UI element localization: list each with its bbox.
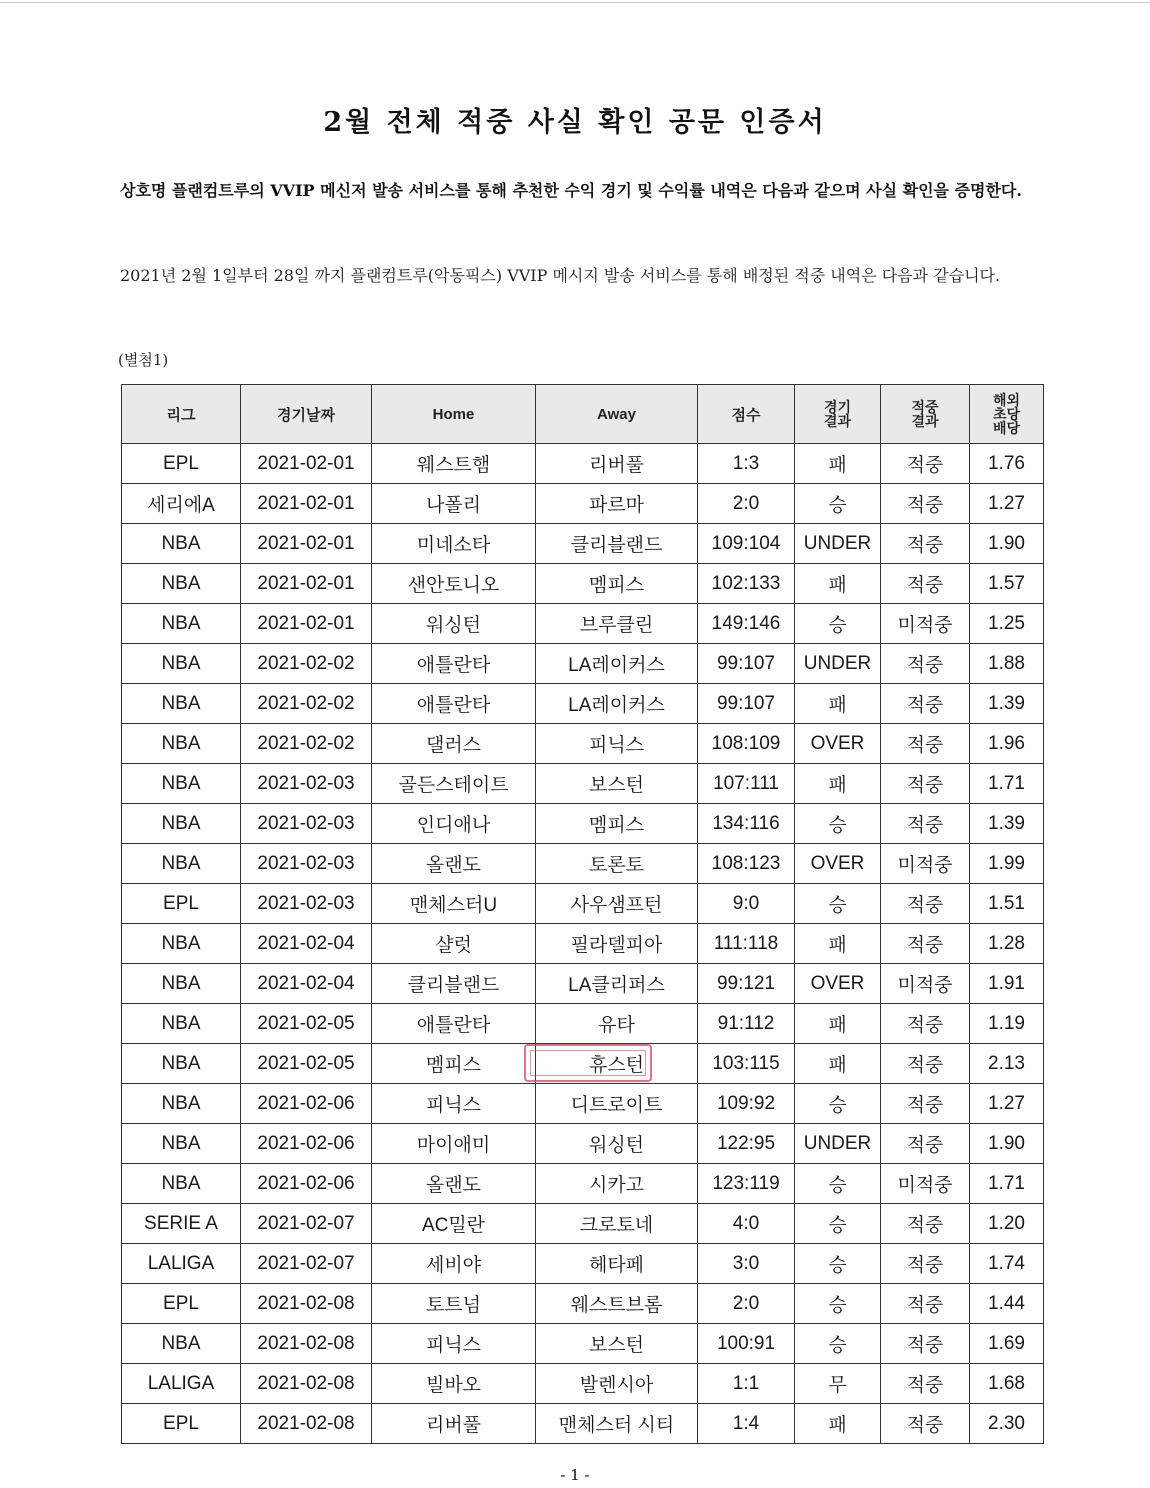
cell-away: LA레이커스 (536, 684, 698, 724)
cell-away: LA레이커스 (536, 644, 698, 684)
table-row (122, 484, 1044, 524)
cell-league: EPL (122, 444, 241, 484)
cell-odds: 1.71 (970, 764, 1044, 804)
header-odds-line3: 배당 (992, 420, 1021, 436)
table-row (122, 644, 1044, 684)
header-odds-line1: 해외 (992, 392, 1021, 408)
cell-odds: 1.44 (970, 1284, 1044, 1324)
cell-hit-result: 미적중 (881, 844, 970, 884)
cell-game-result: 승 (795, 1244, 881, 1284)
cell-hit-result: 적중 (881, 924, 970, 964)
cell-home: 애틀란타 (372, 644, 536, 684)
table-row (122, 1364, 1044, 1404)
table-row (122, 444, 1044, 484)
cell-score: 1:1 (698, 1364, 795, 1404)
cell-away: 필라델피아 (536, 924, 698, 964)
header-away: Away (536, 385, 698, 444)
cell-game-result: OVER (795, 844, 881, 884)
cell-game-result: 승 (795, 1204, 881, 1244)
cell-home: 인디애나 (372, 804, 536, 844)
table-row (122, 1164, 1044, 1204)
cell-league: NBA (122, 1044, 241, 1084)
seal-stamp-inner-border (530, 1050, 646, 1076)
cell-home: 올랜도 (372, 1164, 536, 1204)
cell-game-result: 패 (795, 684, 881, 724)
cell-score: 9:0 (698, 884, 795, 924)
cell-date: 2021-02-04 (241, 924, 372, 964)
cell-game-result: 패 (795, 444, 881, 484)
cell-odds: 1.39 (970, 804, 1044, 844)
cell-game-result: 패 (795, 564, 881, 604)
page-title: 2월 전체 적중 사실 확인 공문 인증서 (323, 107, 827, 138)
cell-date: 2021-02-08 (241, 1324, 372, 1364)
cell-score: 107:111 (698, 764, 795, 804)
cell-score: 103:115 (698, 1044, 795, 1084)
cell-hit-result: 적중 (881, 1084, 970, 1124)
cell-odds: 1.19 (970, 1004, 1044, 1044)
cell-away: 토론토 (536, 844, 698, 884)
cell-game-result: 패 (795, 1044, 881, 1084)
cell-game-result: UNDER (795, 644, 881, 684)
cell-league: EPL (122, 884, 241, 924)
table-row (122, 1084, 1044, 1124)
cell-home: 애틀란타 (372, 684, 536, 724)
cell-away: 워싱턴 (536, 1124, 698, 1164)
cell-hit-result: 적중 (881, 1004, 970, 1044)
header-game-result (795, 385, 881, 444)
cell-away: 보스턴 (536, 764, 698, 804)
table-body (122, 444, 1044, 1444)
table-row (122, 924, 1044, 964)
cell-hit-result: 적중 (881, 1324, 970, 1364)
cell-home: 골든스테이트 (372, 764, 536, 804)
cell-score: 108:109 (698, 724, 795, 764)
header-date: 경기날짜 (241, 385, 372, 444)
cell-hit-result: 적중 (881, 1044, 970, 1084)
cell-score: 3:0 (698, 1244, 795, 1284)
cell-date: 2021-02-06 (241, 1124, 372, 1164)
header-odds (970, 385, 1044, 444)
cell-away: 리버풀 (536, 444, 698, 484)
cell-odds: 1.27 (970, 1084, 1044, 1124)
table-row (122, 1004, 1044, 1044)
cell-game-result: 승 (795, 604, 881, 644)
cell-hit-result: 적중 (881, 1244, 970, 1284)
header-home: Home (372, 385, 536, 444)
cell-score: 149:146 (698, 604, 795, 644)
cell-odds: 1.25 (970, 604, 1044, 644)
table-row (122, 1284, 1044, 1324)
cell-odds: 1.69 (970, 1324, 1044, 1364)
cell-home: 마이애미 (372, 1124, 536, 1164)
cell-home: 나폴리 (372, 484, 536, 524)
top-edge-line (0, 2, 1150, 3)
cell-home: 리버풀 (372, 1404, 536, 1444)
header-game-result-line1: 경기 (823, 399, 852, 415)
cell-game-result: 패 (795, 1004, 881, 1044)
cell-hit-result: 적중 (881, 724, 970, 764)
cell-league: NBA (122, 564, 241, 604)
cell-score: 134:116 (698, 804, 795, 844)
cell-home: 피닉스 (372, 1324, 536, 1364)
cell-odds: 1.68 (970, 1364, 1044, 1404)
cell-game-result: 승 (795, 884, 881, 924)
table-row (122, 604, 1044, 644)
cell-odds: 1.76 (970, 444, 1044, 484)
cell-home: 댈러스 (372, 724, 536, 764)
cell-game-result: 승 (795, 1084, 881, 1124)
cell-away: 보스턴 (536, 1324, 698, 1364)
cell-date: 2021-02-05 (241, 1004, 372, 1044)
table-row (122, 844, 1044, 884)
header-game-result-line2: 결과 (823, 413, 852, 429)
cell-score: 111:118 (698, 924, 795, 964)
cell-date: 2021-02-03 (241, 804, 372, 844)
cell-league: NBA (122, 844, 241, 884)
cell-odds: 1.71 (970, 1164, 1044, 1204)
cell-date: 2021-02-07 (241, 1244, 372, 1284)
cell-hit-result: 미적중 (881, 964, 970, 1004)
attachment-label: (별첨1) (118, 351, 169, 369)
cell-home: 피닉스 (372, 1084, 536, 1124)
table-row (122, 1204, 1044, 1244)
cell-league: NBA (122, 1004, 241, 1044)
cell-league: 세리에A (122, 484, 241, 524)
cell-score: 109:92 (698, 1084, 795, 1124)
cell-league: NBA (122, 924, 241, 964)
cell-league: NBA (122, 1124, 241, 1164)
cell-home: 올랜도 (372, 844, 536, 884)
table-row (122, 684, 1044, 724)
cell-league: EPL (122, 1284, 241, 1324)
table-row (122, 564, 1044, 604)
cell-home: 웨스트햄 (372, 444, 536, 484)
cell-date: 2021-02-01 (241, 524, 372, 564)
cell-score: 4:0 (698, 1204, 795, 1244)
cell-score: 1:4 (698, 1404, 795, 1444)
cell-date: 2021-02-02 (241, 724, 372, 764)
cell-odds: 1.74 (970, 1244, 1044, 1284)
cell-date: 2021-02-04 (241, 964, 372, 1004)
table-row (122, 1404, 1044, 1444)
cell-league: NBA (122, 804, 241, 844)
cell-score: 99:107 (698, 684, 795, 724)
cell-score: 123:119 (698, 1164, 795, 1204)
cell-hit-result: 적중 (881, 564, 970, 604)
table-row (122, 964, 1044, 1004)
cell-league: NBA (122, 1164, 241, 1204)
cell-date: 2021-02-03 (241, 844, 372, 884)
cell-hit-result: 적중 (881, 1404, 970, 1444)
cell-away: 웨스트브롬 (536, 1284, 698, 1324)
cell-away: 시카고 (536, 1164, 698, 1204)
cell-date: 2021-02-01 (241, 564, 372, 604)
cell-hit-result: 적중 (881, 1364, 970, 1404)
cell-odds: 1.99 (970, 844, 1044, 884)
cell-date: 2021-02-08 (241, 1364, 372, 1404)
cell-hit-result: 적중 (881, 764, 970, 804)
table-row (122, 804, 1044, 844)
cell-away: 크로토네 (536, 1204, 698, 1244)
cell-game-result: 승 (795, 1284, 881, 1324)
cell-date: 2021-02-01 (241, 444, 372, 484)
cell-away: 발렌시아 (536, 1364, 698, 1404)
cell-date: 2021-02-02 (241, 684, 372, 724)
cell-home: 애틀란타 (372, 1004, 536, 1044)
cell-date: 2021-02-01 (241, 484, 372, 524)
cell-odds: 2.30 (970, 1404, 1044, 1444)
cell-score: 2:0 (698, 1284, 795, 1324)
cell-home: 멤피스 (372, 1044, 536, 1084)
header-hit-result-line2: 결과 (911, 413, 939, 429)
cell-hit-result: 미적중 (881, 604, 970, 644)
cell-league: NBA (122, 644, 241, 684)
cell-odds: 1.91 (970, 964, 1044, 1004)
cell-game-result: UNDER (795, 1124, 881, 1164)
table-row (122, 1124, 1044, 1164)
cell-score: 122:95 (698, 1124, 795, 1164)
intro-paragraph: 상호명 플랜컴트루의 VVIP 메신저 발송 서비스를 통해 추천한 수익 경기 및 수익률 내역은 다음과 같으며 사실 확인을 증명한다. (120, 181, 1022, 200)
table-row (122, 1244, 1044, 1284)
cell-odds: 2.13 (970, 1044, 1044, 1084)
cell-league: NBA (122, 1324, 241, 1364)
header-hit-result-line1: 적중 (911, 399, 939, 415)
table-row (122, 724, 1044, 764)
cell-league: EPL (122, 1404, 241, 1444)
cell-home: 세비야 (372, 1244, 536, 1284)
cell-home: 워싱턴 (372, 604, 536, 644)
cell-away: 맨체스터 시티 (536, 1404, 698, 1444)
cell-game-result: 무 (795, 1364, 881, 1404)
cell-game-result: 패 (795, 764, 881, 804)
cell-away: 멤피스 (536, 564, 698, 604)
seal-stamp (524, 1044, 652, 1082)
cell-game-result: 패 (795, 924, 881, 964)
cell-score: 109:104 (698, 524, 795, 564)
cell-hit-result: 적중 (881, 524, 970, 564)
cell-league: NBA (122, 684, 241, 724)
cell-home: 빌바오 (372, 1364, 536, 1404)
cell-away: 사우샘프턴 (536, 884, 698, 924)
cell-date: 2021-02-03 (241, 884, 372, 924)
cell-league: NBA (122, 964, 241, 1004)
cell-game-result: 승 (795, 1164, 881, 1204)
header-league: 리그 (122, 385, 241, 444)
cell-away: LA클리퍼스 (536, 964, 698, 1004)
table-row (122, 764, 1044, 804)
table-header-row (122, 385, 1044, 444)
cell-game-result: 패 (795, 1404, 881, 1444)
cell-score: 99:107 (698, 644, 795, 684)
cell-league: NBA (122, 524, 241, 564)
cell-away: 휴스턴 (536, 1044, 698, 1084)
header-odds-line2: 초당 (992, 406, 1021, 422)
cell-league: LALIGA (122, 1364, 241, 1404)
cell-league: NBA (122, 764, 241, 804)
cell-hit-result: 적중 (881, 644, 970, 684)
cell-hit-result: 적중 (881, 684, 970, 724)
cell-away: 유타 (536, 1004, 698, 1044)
cell-odds: 1.51 (970, 884, 1044, 924)
cell-away: 클리블랜드 (536, 524, 698, 564)
cell-score: 1:3 (698, 444, 795, 484)
cell-away: 파르마 (536, 484, 698, 524)
table-row (122, 884, 1044, 924)
cell-league: LALIGA (122, 1244, 241, 1284)
cell-away: 피닉스 (536, 724, 698, 764)
cell-date: 2021-02-02 (241, 644, 372, 684)
page-number: - 1 - (560, 1466, 590, 1484)
cell-away: 멤피스 (536, 804, 698, 844)
cell-odds: 1.90 (970, 524, 1044, 564)
cell-home: 맨체스터U (372, 884, 536, 924)
cell-away: 브루클린 (536, 604, 698, 644)
cell-score: 102:133 (698, 564, 795, 604)
cell-away: 디트로이트 (536, 1084, 698, 1124)
cell-home: 미네소타 (372, 524, 536, 564)
cell-hit-result: 미적중 (881, 1164, 970, 1204)
cell-home: AC밀란 (372, 1204, 536, 1244)
table-row (122, 1324, 1044, 1364)
cell-hit-result: 적중 (881, 1124, 970, 1164)
cell-league: NBA (122, 1084, 241, 1124)
cell-date: 2021-02-01 (241, 604, 372, 644)
cell-hit-result: 적중 (881, 1284, 970, 1324)
cell-game-result: 승 (795, 1324, 881, 1364)
cell-date: 2021-02-07 (241, 1204, 372, 1244)
cell-score: 108:123 (698, 844, 795, 884)
cell-home: 샬럿 (372, 924, 536, 964)
cell-away: 헤타페 (536, 1244, 698, 1284)
cell-date: 2021-02-08 (241, 1284, 372, 1324)
cell-game-result: OVER (795, 724, 881, 764)
cell-date: 2021-02-08 (241, 1404, 372, 1444)
cell-league: NBA (122, 604, 241, 644)
cell-odds: 1.20 (970, 1204, 1044, 1244)
cell-game-result: OVER (795, 964, 881, 1004)
cell-date: 2021-02-06 (241, 1164, 372, 1204)
cell-hit-result: 적중 (881, 444, 970, 484)
cell-odds: 1.88 (970, 644, 1044, 684)
cell-hit-result: 적중 (881, 884, 970, 924)
cell-game-result: UNDER (795, 524, 881, 564)
cell-odds: 1.27 (970, 484, 1044, 524)
cell-hit-result: 적중 (881, 804, 970, 844)
cell-date: 2021-02-03 (241, 764, 372, 804)
cell-odds: 1.90 (970, 1124, 1044, 1164)
cell-league: NBA (122, 724, 241, 764)
cell-game-result: 승 (795, 804, 881, 844)
cell-odds: 1.39 (970, 684, 1044, 724)
cell-home: 토트넘 (372, 1284, 536, 1324)
period-paragraph: 2021년 2월 1일부터 28일 까지 플랜컴트루(악동픽스) VVIP 메시지 발송 서비스를 통해 배정된 적중 내역은 다음과 같습니다. (120, 266, 1001, 285)
cell-date: 2021-02-05 (241, 1044, 372, 1084)
cell-game-result: 승 (795, 484, 881, 524)
table-row (122, 524, 1044, 564)
cell-score: 2:0 (698, 484, 795, 524)
cell-odds: 1.96 (970, 724, 1044, 764)
cell-hit-result: 적중 (881, 1204, 970, 1244)
header-hit-result (881, 385, 970, 444)
results-table (121, 384, 1044, 1444)
cell-score: 91:112 (698, 1004, 795, 1044)
cell-score: 99:121 (698, 964, 795, 1004)
cell-odds: 1.57 (970, 564, 1044, 604)
header-score: 점수 (698, 385, 795, 444)
cell-home: 클리블랜드 (372, 964, 536, 1004)
cell-odds: 1.28 (970, 924, 1044, 964)
cell-home: 샌안토니오 (372, 564, 536, 604)
cell-date: 2021-02-06 (241, 1084, 372, 1124)
cell-hit-result: 적중 (881, 484, 970, 524)
cell-score: 100:91 (698, 1324, 795, 1364)
cell-league: SERIE A (122, 1204, 241, 1244)
